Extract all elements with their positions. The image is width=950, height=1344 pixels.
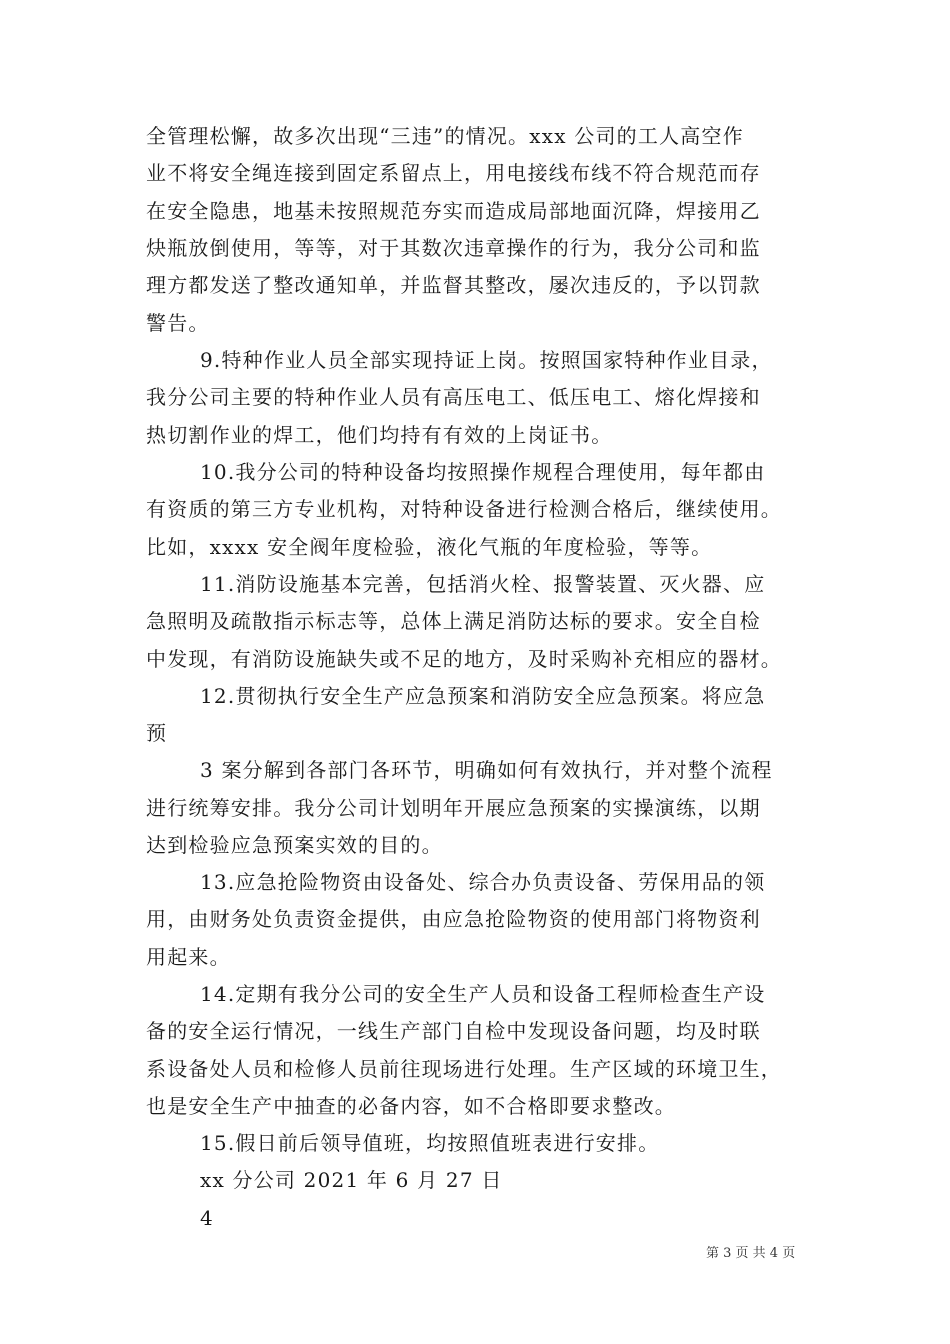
text-line: 我分公司主要的特种作业人员有高压电工、低压电工、熔化焊接和 [146, 385, 761, 409]
text-line: 中发现，有消防设施缺失或不足的地方，及时采购补充相应的器材。 [146, 647, 782, 671]
text-line: 有资质的第三方专业机构，对特种设备进行检测合格后，继续使用。 [146, 497, 782, 521]
text-line: 理方都发送了整改通知单，并监督其整改，屡次违反的，予以罚款 [146, 273, 761, 297]
text-line: 3 案分解到各部门各环节，明确如何有效执行，并对整个流程 [200, 758, 773, 782]
text-line: 系设备处人员和检修人员前往现场进行处理。生产区域的环境卫生， [146, 1057, 782, 1081]
text-line: 达到检验应急预案实效的目的。 [146, 833, 443, 857]
text-line: 热切割作业的焊工，他们均持有有效的上岗证书。 [146, 423, 613, 447]
paragraph-13-start: 13.应急抢险物资由设备处、综合办负责设备、劳保用品的领 [200, 870, 766, 894]
text-line: 预 [146, 721, 168, 745]
paragraph-14-start: 14.定期有我分公司的安全生产人员和设备工程师检查生产设 [200, 982, 766, 1006]
text-line: 在安全隐患，地基未按照规范夯实而造成局部地面沉降，焊接用乙 [146, 199, 761, 223]
text-line: 全管理松懈，故多次出现“三违”的情况。xxx 公司的工人高空作 [146, 124, 744, 148]
paragraph-10-start: 10.我分公司的特种设备均按照操作规程合理使用，每年都由 [200, 460, 766, 484]
text-line: 警告。 [146, 311, 210, 335]
stray-page-number: 4 [200, 1206, 214, 1230]
text-line: 备的安全运行情况，一线生产部门自检中发现设备问题，均及时联 [146, 1019, 761, 1043]
signature-date: xx 分公司 2021 年 6 月 27 日 [200, 1168, 503, 1192]
text-line: 比如，xxxx 安全阀年度检验，液化气瓶的年度检验，等等。 [146, 535, 713, 559]
text-line: 也是安全生产中抽查的必备内容，如不合格即要求整改。 [146, 1094, 676, 1118]
text-line: 进行统筹安排。我分公司计划明年开展应急预案的实操演练，以期 [146, 796, 761, 820]
paragraph-15-start: 15.假日前后领导值班，均按照值班表进行安排。 [200, 1131, 660, 1155]
page-footer: 第 3 页 共 4 页 [706, 1246, 796, 1261]
paragraph-9-start: 9.特种作业人员全部实现持证上岗。按照国家特种作业目录， [200, 348, 773, 372]
text-line: 用，由财务处负责资金提供，由应急抢险物资的使用部门将物资利 [146, 907, 761, 931]
paragraph-12-start: 12.贯彻执行安全生产应急预案和消防安全应急预案。将应急 [200, 684, 766, 708]
text-line: 业不将安全绳连接到固定系留点上，用电接线布线不符合规范而存 [146, 161, 761, 185]
text-line: 急照明及疏散指示标志等，总体上满足消防达标的要求。安全自检 [146, 609, 761, 633]
paragraph-11-start: 11.消防设施基本完善，包括消火栓、报警装置、灭火器、应 [200, 572, 766, 596]
text-line: 用起来。 [146, 945, 231, 969]
text-line: 炔瓶放倒使用，等等，对于其数次违章操作的行为，我分公司和监 [146, 236, 761, 260]
